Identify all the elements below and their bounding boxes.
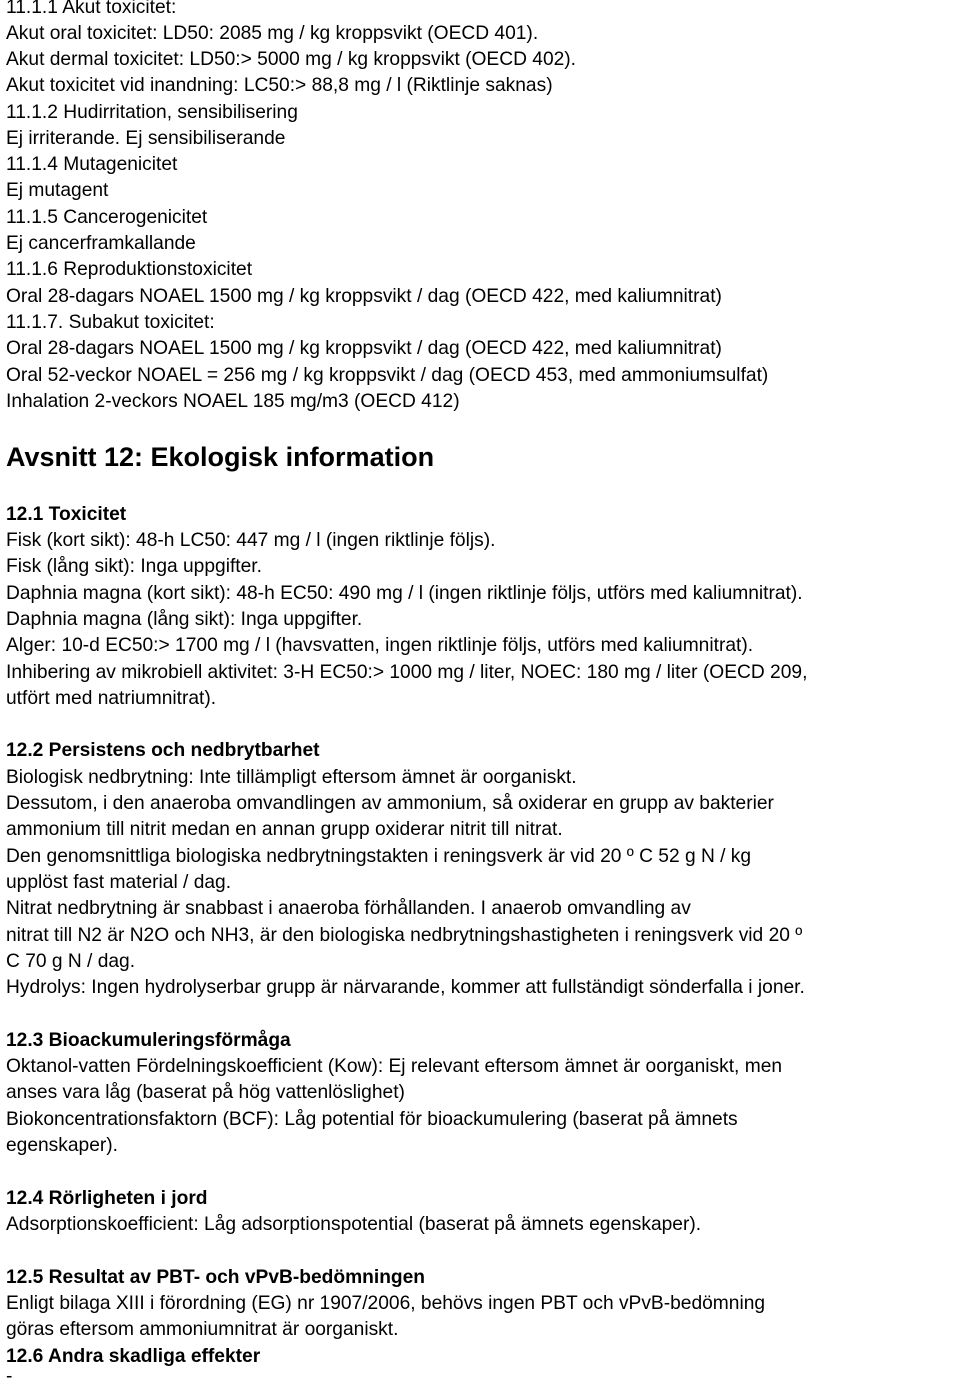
- text-adsorption: Adsorptionskoefficient: Låg adsorptionspotential (baserat på ämnets egenskaper).: [6, 1214, 702, 1235]
- text-kow-2: anses vara låg (baserat på hög vattenlöslighet): [6, 1082, 405, 1103]
- text-other-effects: -: [6, 1366, 13, 1387]
- text-anaerobic-2: ammonium till nitrit medan en annan grupp oxiderar nitrit till nitrat.: [6, 819, 563, 840]
- text-fish-short: Fisk (kort sikt): 48-h LC50: 447 mg / l (ingen riktlinje följs).: [6, 530, 496, 551]
- text-pbt-2: göras eftersom ammoniumnitrat är oorganiskt.: [6, 1319, 399, 1340]
- text-fish-long: Fisk (lång sikt): Inga uppgifter.: [6, 556, 262, 577]
- text-microbial-2: utfört med natriumnitrat).: [6, 688, 217, 709]
- text-inhalation-toxicity: Akut toxicitet vid inandning: LC50:> 88,8 mg / l (Riktlinje saknas): [6, 75, 553, 96]
- heading-11-1-1: 11.1.1 Akut toxicitet:: [6, 0, 177, 18]
- text-reproductive-toxicity: Oral 28-dagars NOAEL 1500 mg / kg kroppsvikt / dag (OECD 422, med kaliumnitrat): [6, 286, 722, 307]
- text-nitrate-1: Nitrat nedbrytning är snabbast i anaeroba förhållanden. I anaerob omvandling av: [6, 898, 691, 919]
- heading-12-6: 12.6 Andra skadliga effekter: [6, 1346, 261, 1367]
- heading-11-1-6: 11.1.6 Reproduktionstoxicitet: [6, 259, 253, 280]
- heading-12-2: 12.2 Persistens och nedbrytbarhet: [6, 740, 320, 761]
- text-degradation-rate-1: Den genomsnittliga biologiska nedbrytningstakten i reningsverk är vid 20 º C 52 g N / kg: [6, 846, 752, 867]
- text-subacute-3: Inhalation 2-veckors NOAEL 185 mg/m3 (OECD 412): [6, 391, 460, 412]
- text-mutagenicity: Ej mutagent: [6, 180, 109, 201]
- heading-12-5: 12.5 Resultat av PBT- och vPvB-bedömningen: [6, 1267, 426, 1288]
- text-bcf-1: Biokoncentrationsfaktorn (BCF): Låg potential för bioackumulering (baserat på ämnets: [6, 1109, 738, 1130]
- heading-11-1-7: 11.1.7. Subakut toxicitet:: [6, 312, 215, 333]
- text-biodegradation: Biologisk nedbrytning: Inte tillämpligt eftersom ämnet är oorganiskt.: [6, 767, 577, 788]
- text-daphnia-long: Daphnia magna (lång sikt): Inga uppgifter.: [6, 609, 363, 630]
- text-daphnia-short: Daphnia magna (kort sikt): 48-h EC50: 490 mg / l (ingen riktlinje följs, utförs med kaliumnitrat).: [6, 583, 803, 604]
- heading-12-3: 12.3 Bioackumuleringsförmåga: [6, 1030, 291, 1051]
- section-12-title: Avsnitt 12: Ekologisk information: [6, 442, 435, 472]
- text-kow-1: Oktanol-vatten Fördelningskoefficient (Kow): Ej relevant eftersom ämnet är oorganiskt, men: [6, 1056, 783, 1077]
- heading-11-1-4: 11.1.4 Mutagenicitet: [6, 154, 178, 175]
- text-dermal-toxicity: Akut dermal toxicitet: LD50:> 5000 mg / kg kroppsvikt (OECD 402).: [6, 49, 577, 70]
- text-oral-toxicity: Akut oral toxicitet: LD50: 2085 mg / kg kroppsvikt (OECD 401).: [6, 23, 539, 44]
- heading-11-1-2: 11.1.2 Hudirritation, sensibilisering: [6, 102, 298, 123]
- text-nitrate-3: C 70 g N / dag.: [6, 951, 136, 972]
- heading-11-1-5: 11.1.5 Cancerogenicitet: [6, 207, 208, 228]
- text-degradation-rate-2: upplöst fast material / dag.: [6, 872, 232, 893]
- text-pbt-1: Enligt bilaga XIII i förordning (EG) nr 1907/2006, behövs ingen PBT och vPvB-bedömning: [6, 1293, 766, 1314]
- text-bcf-2: egenskaper).: [6, 1135, 118, 1156]
- text-carcinogenicity: Ej cancerframkallande: [6, 233, 196, 254]
- text-anaerobic-1: Dessutom, i den anaeroba omvandlingen av ammonium, så oxiderar en grupp av bakterier: [6, 793, 774, 814]
- text-algae: Alger: 10-d EC50:> 1700 mg / l (havsvatten, ingen riktlinje följs, utförs med kaliumnitrat).: [6, 635, 754, 656]
- text-subacute-1: Oral 28-dagars NOAEL 1500 mg / kg kroppsvikt / dag (OECD 422, med kaliumnitrat): [6, 338, 722, 359]
- heading-12-4: 12.4 Rörligheten i jord: [6, 1188, 208, 1209]
- text-hydrolysis: Hydrolys: Ingen hydrolyserbar grupp är närvarande, kommer att fullständigt sönderfalla i joner.: [6, 977, 805, 998]
- text-subacute-2: Oral 52-veckor NOAEL = 256 mg / kg kroppsvikt / dag (OECD 453, med ammoniumsulfat): [6, 365, 769, 386]
- text-nitrate-2: nitrat till N2 är N2O och NH3, är den biologiska nedbrytningshastigheten i reningsverk vid 20 º: [6, 925, 803, 946]
- heading-12-1: 12.1 Toxicitet: [6, 504, 127, 525]
- text-irritation: Ej irriterande. Ej sensibiliserande: [6, 128, 286, 149]
- text-microbial-1: Inhibering av mikrobiell aktivitet: 3-H EC50:> 1000 mg / liter, NOEC: 180 mg / liter (OECD 209,: [6, 662, 808, 683]
